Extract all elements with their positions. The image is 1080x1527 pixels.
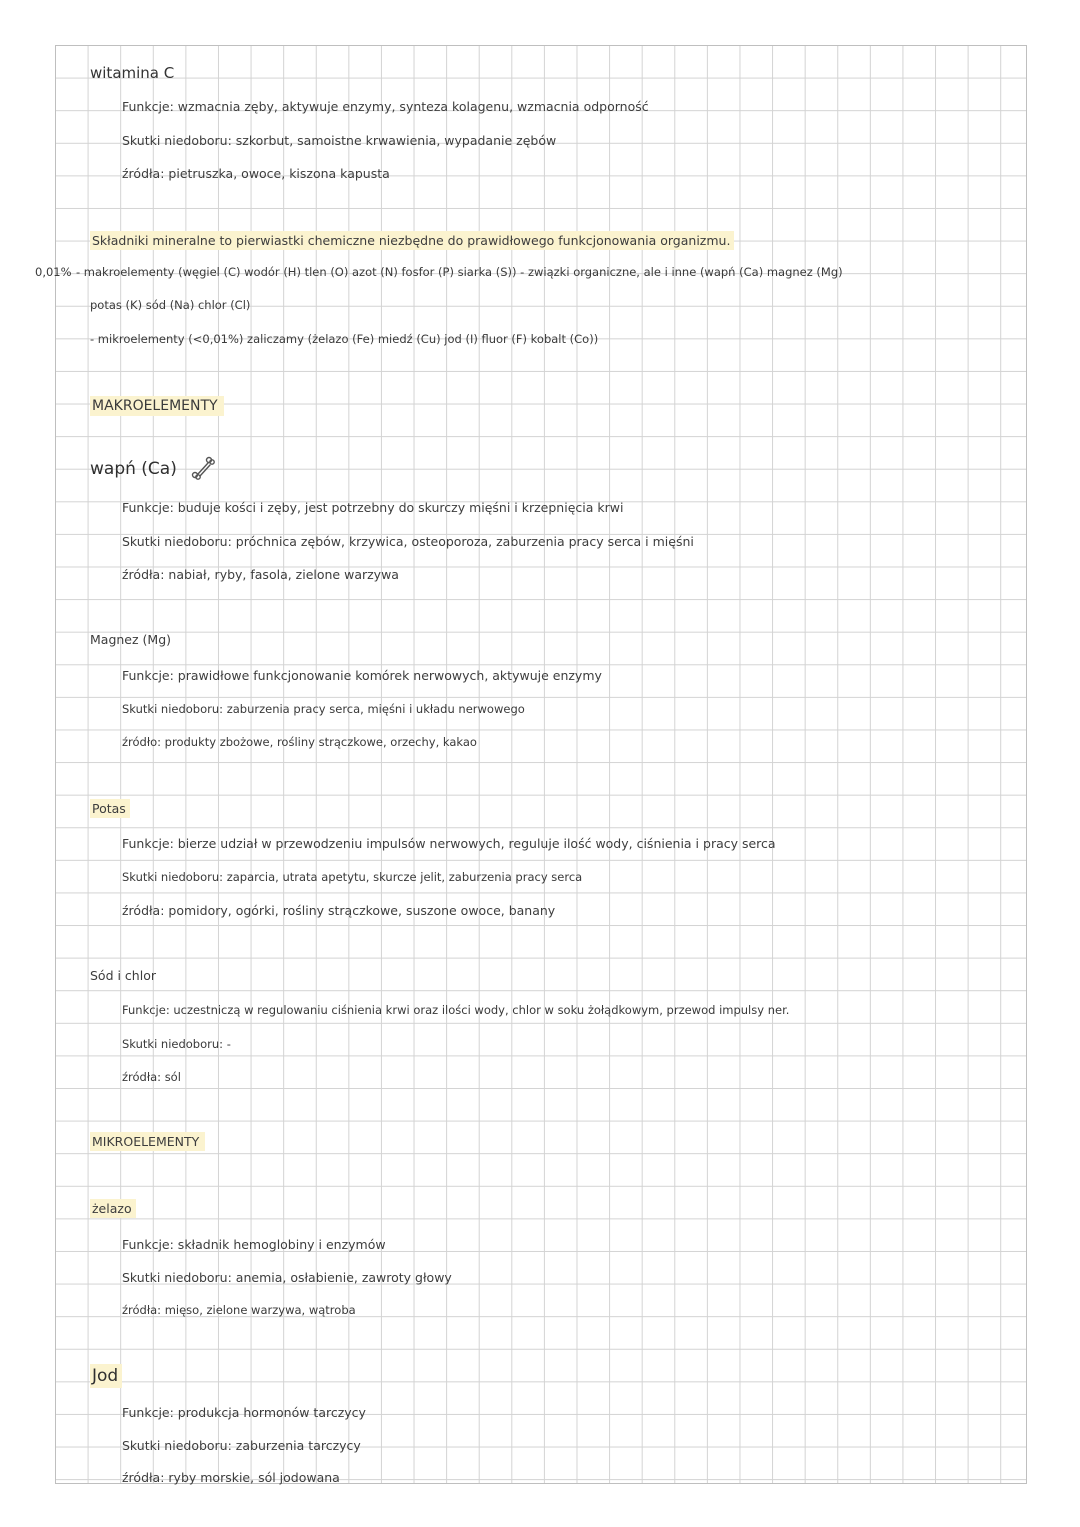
vitamin-c-title: witamina C bbox=[90, 64, 175, 82]
magnez-skutki: Skutki niedoboru: zaburzenia pracy serca, mięśni i układu nerwowego bbox=[122, 702, 525, 716]
vitamin-c-zrodla: źródła: pietruszka, owoce, kiszona kapusta bbox=[122, 166, 390, 181]
makro-percent: 0,01% bbox=[35, 265, 72, 279]
potas-title bbox=[90, 803, 130, 816]
jod-funkcje: Funkcje: produkcja hormonów tarczycy bbox=[122, 1405, 366, 1420]
vitamin-c-funkcje: Funkcje: wzmacnia zęby, aktywuje enzymy, synteza kolagenu, wzmacnia odporność bbox=[122, 99, 649, 114]
bone-icon bbox=[190, 456, 216, 485]
magnez-funkcje: Funkcje: prawidłowe funkcjonowanie komórek nerwowych, aktywuje enzymy bbox=[122, 668, 602, 683]
vitamin-c-skutki: Skutki niedoboru: szkorbut, samoistne krwawienia, wypadanie zębów bbox=[122, 133, 557, 148]
mikro-heading bbox=[90, 1136, 205, 1149]
mikro-heading-text: MIKROELEMENTY bbox=[90, 1132, 205, 1151]
jod-skutki: Skutki niedoboru: zaburzenia tarczycy bbox=[122, 1438, 361, 1453]
zelazo-title-text: żelazo bbox=[90, 1199, 136, 1218]
wapn-zrodla: źródła: nabiał, ryby, fasola, zielone warzywa bbox=[122, 567, 399, 582]
mineral-definition bbox=[90, 235, 734, 248]
potas-zrodla: źródła: pomidory, ogórki, rośliny strączkowe, suszone owoce, banany bbox=[122, 903, 556, 918]
sod-chlor-skutki: Skutki niedoboru: - bbox=[122, 1037, 231, 1051]
makro-heading bbox=[90, 399, 224, 413]
potas-title-text: Potas bbox=[90, 799, 130, 818]
zelazo-skutki: Skutki niedoboru: anemia, osłabienie, zawroty głowy bbox=[122, 1270, 452, 1285]
magnez-title: Magnez (Mg) bbox=[90, 632, 171, 647]
zelazo-funkcje: Funkcje: składnik hemoglobiny i enzymów bbox=[122, 1237, 386, 1252]
makro-heading-text: MAKROELEMENTY bbox=[90, 396, 224, 416]
zelazo-zrodla: źródła: mięso, zielone warzywa, wątroba bbox=[122, 1303, 356, 1317]
sod-chlor-funkcje: Funkcje: uczestniczą w regulowaniu ciśnienia krwi oraz ilości wody, chlor w soku żołądkowym, przewod impulsy ner. bbox=[122, 1003, 790, 1017]
mikro-line: - mikroelementy (<0,01%) zaliczamy (żelazo (Fe) miedź (Cu) jod (I) fluor (F) kobalt (Co)) bbox=[90, 332, 599, 346]
jod-title-text: Jod bbox=[90, 1364, 122, 1388]
sod-chlor-title: Sód i chlor bbox=[90, 968, 156, 983]
grid-paper bbox=[55, 45, 1027, 1484]
wapn-title: wapń (Ca) bbox=[90, 459, 177, 479]
jod-zrodla: źródła: ryby morskie, sól jodowana bbox=[122, 1470, 340, 1485]
potas-funkcje: Funkcje: bierze udział w przewodzeniu impulsów nerwowych, reguluje ilość wody, ciśnienia i pracy serca bbox=[122, 836, 776, 851]
makro-line: - makroelementy (węgiel (C) wodór (H) tlen (O) azot (N) fosfor (P) siarka (S)) - związki organiczne, ale i inne (wapń (Ca) magnez (Mg) bbox=[76, 265, 843, 279]
wapn-funkcje: Funkcje: buduje kości i zęby, jest potrzebny do skurczy mięśni i krzepnięcia krwi bbox=[122, 500, 624, 515]
zelazo-title bbox=[90, 1203, 136, 1216]
potas-skutki: Skutki niedoboru: zaparcia, utrata apetytu, skurcze jelit, zaburzenia pracy serca bbox=[122, 870, 583, 884]
sod-chlor-zrodla: źródła: sól bbox=[122, 1070, 181, 1084]
wapn-skutki: Skutki niedoboru: próchnica zębów, krzywica, osteoporoza, zaburzenia pracy serca i mięśni bbox=[122, 534, 694, 549]
makro-line-2: potas (K) sód (Na) chlor (Cl) bbox=[90, 298, 251, 312]
mineral-definition-text: Składniki mineralne to pierwiastki chemiczne niezbędne do prawidłowego funkcjonowania organizmu. bbox=[90, 231, 734, 250]
magnez-zrodla: źródło: produkty zbożowe, rośliny strączkowe, orzechy, kakao bbox=[122, 735, 477, 749]
jod-title bbox=[90, 1368, 122, 1385]
